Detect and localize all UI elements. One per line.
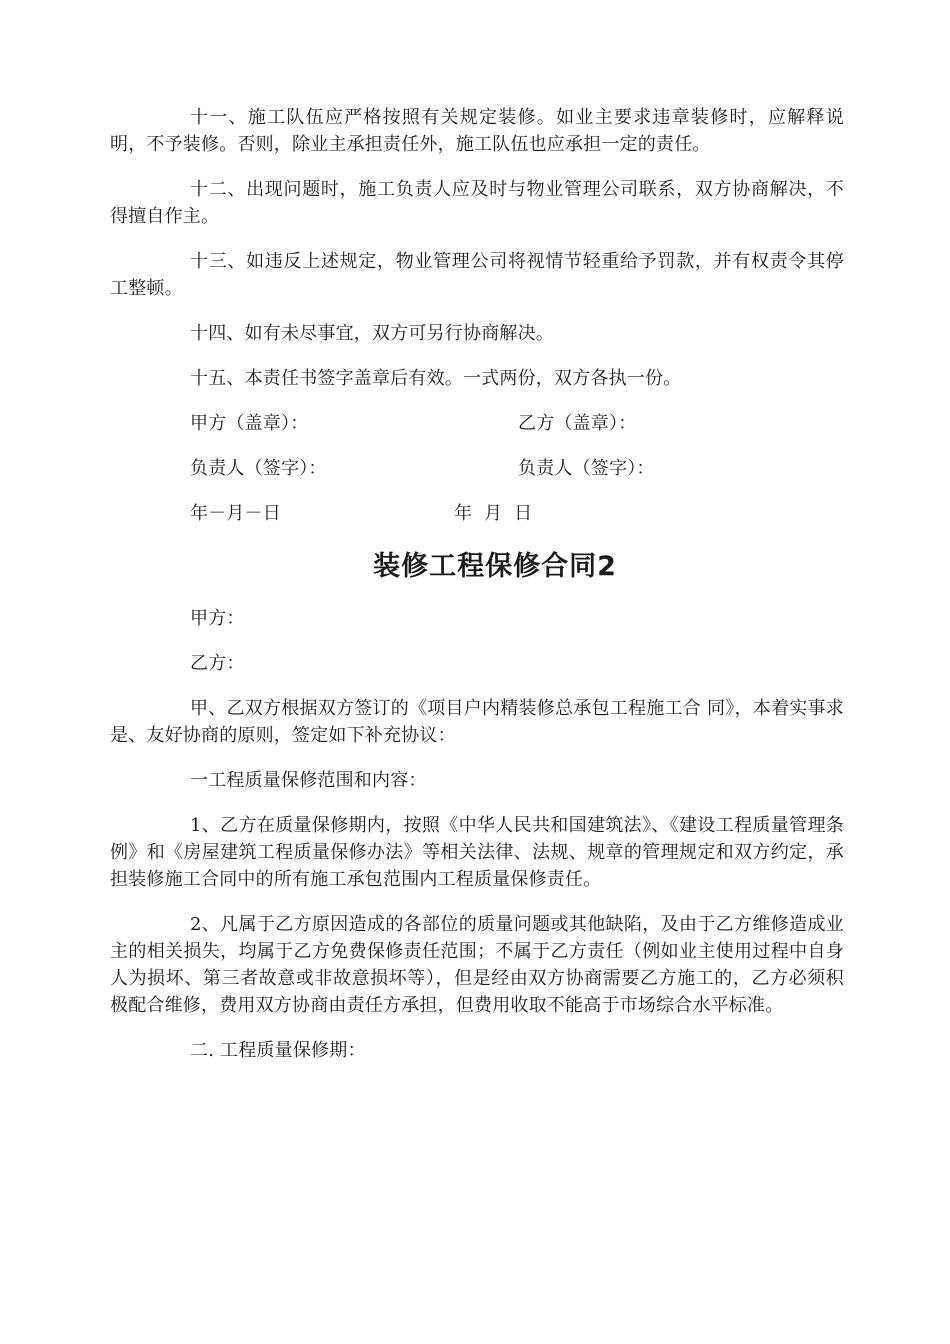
seal-row [110,410,844,437]
clause-13: 十三、如违反上述规定，物业管理公司将视情节轻重给予罚款，并有权责令其停工整顿。 [110,251,844,299]
party-a-label: 甲方： [190,608,245,629]
document-page [110,104,844,1064]
person-b-sign-label: 负责人（签字）： [518,458,655,479]
section-1-item-2: 2、凡属于乙方原因造成的各部位的质量问题或其他缺陷，及由于乙方维修造成业主的相关损失，均属于乙方免费保修责任范围；不属于乙方责任（例如业主使用过程中自身人为损坏、第三者故意或非故意损坏等），但是经由双方协商需要乙方施工的，乙方必须积极配合维修，费用双方协商由责任方承担，但费用收取不能高于市场综合水平标准。 [110,914,844,1016]
date-row [110,500,844,527]
clause-12: 十二、出现问题时，施工负责人应及时与物业管理公司联系，双方协商解决，不得擅自作主。 [110,179,844,227]
party-b-seal-label: 乙方（盖章）： [518,413,637,434]
party-b-label: 乙方： [190,653,245,674]
date-a: 年－月－日 [190,503,281,524]
clause-15: 十五、本责任书签字盖章后有效。一式两份，双方各执一份。 [190,368,682,389]
section-2-heading: 二. 工程质量保修期： [190,1040,366,1061]
contract-intro: 甲、乙双方根据双方签订的《项目户内精装修总承包工程施工合 同》，本着实事求是、友好协商的原则，签定如下补充协议： [110,698,844,746]
party-a-seal-label: 甲方（盖章）： [190,413,309,434]
section-1-heading: 一工程质量保修范围和内容： [190,770,427,791]
section-1-item-1: 1、乙方在质量保修期内，按照《中华人民共和国建筑法》、《建设工程质量管理条例》和《房屋建筑工程质量保修办法》等相关法律、法规、规章的管理规定和双方约定，承担装修施工合同中的所有施工承包范围内工程质量保修责任。 [110,815,844,890]
date-b: 年 月 日 [454,503,533,524]
clause-14: 十四、如有未尽事宜，双方可另行协商解决。 [190,323,554,344]
clause-11: 十一、施工队伍应严格按照有关规定装修。如业主要求违章装修时，应解释说明，不予装修。否则，除业主承担责任外，施工队伍也应承担一定的责任。 [110,107,844,155]
document-title: 装修工程保修合同2 [373,551,617,582]
person-a-sign-label: 负责人（签字）： [190,458,327,479]
signature-row [110,455,844,482]
